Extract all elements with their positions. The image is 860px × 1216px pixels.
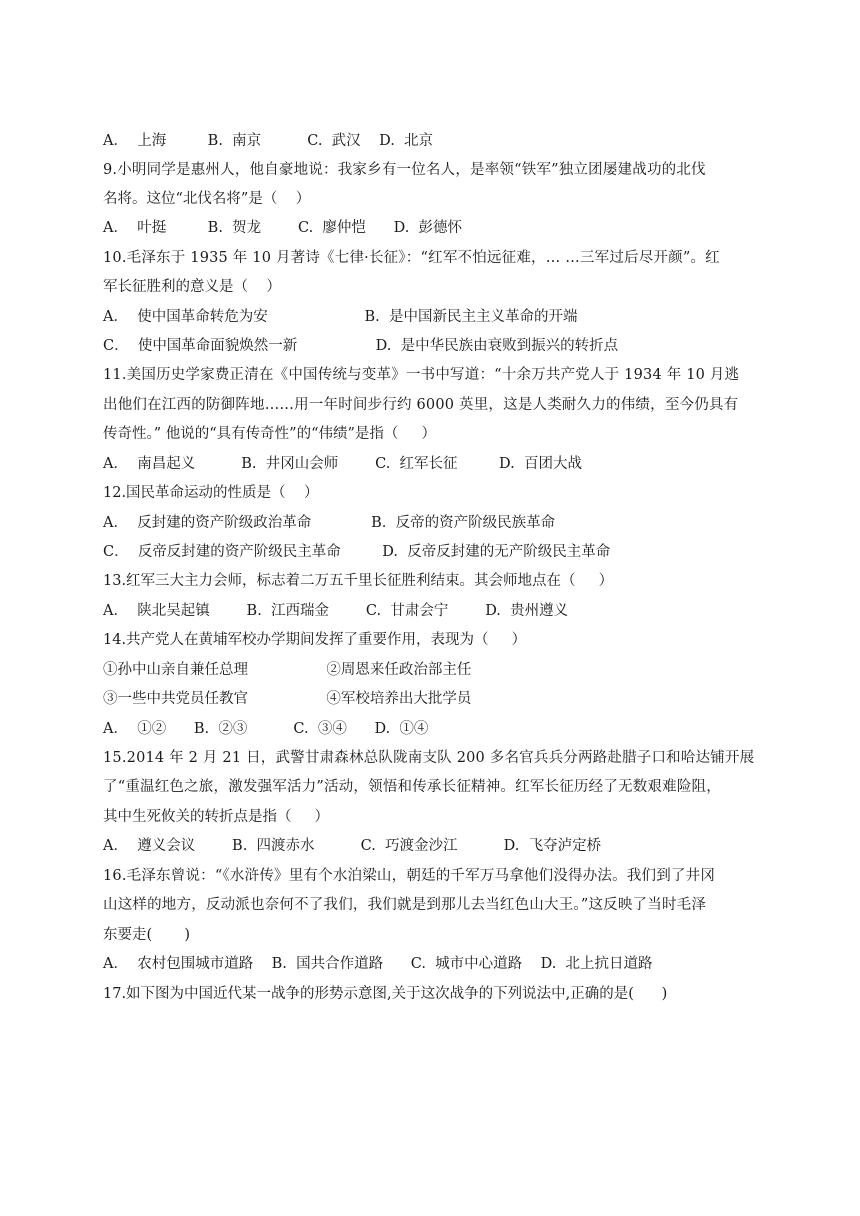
q9-stem-line-2: 名将。这位“北伐名将”是（ ） bbox=[103, 191, 311, 207]
q9-options: A． 叶挺 B. 贺龙 C. 廖仲恺 D. 彭德怀 bbox=[103, 220, 463, 236]
q15-stem-line-2: 了“重温红色之旅，激发强军活力”活动，领悟和传承长征精神。红军长征历经了无数艰难险阻， bbox=[103, 779, 721, 795]
q15-stem-line-3: 其中生死攸关的转折点是指（ ） bbox=[103, 809, 330, 825]
q10-stem-line-1: 10.毛泽东于 1935 年 10 月著诗《七律·长征》：“红军不怕远征难，… …三军过后尽开颜”。红 bbox=[103, 250, 720, 266]
q11-options: A． 南昌起义 B. 井冈山会师 C. 红军长征 D. 百团大战 bbox=[103, 456, 582, 472]
q11-stem-line-1: 11.美国历史学家费正清在《中国传统与变革》一书中写道：“十余万共产党人于 1934 年 10 月逃 bbox=[103, 367, 740, 383]
q16-stem-line-3: 东要走( ) bbox=[103, 927, 191, 943]
q14-items-12: ①孙中山亲自兼任总理 ②周恩来任政治部主任 bbox=[103, 662, 472, 678]
q12-options-cd: C． 反帝反封建的资产阶级民主革命 D. 反帝反封建的无产阶级民主革命 bbox=[103, 544, 611, 560]
q16-stem-line-2: 山这样的地方，反动派也奈何不了我们，我们就是到那儿去当红色山大王。”这反映了当时毛泽 bbox=[103, 897, 707, 913]
q11-stem-line-2: 出他们在江西的防御阵地……用一年时间步行约 6000 英里，这是人类耐久力的伟绩，至今仍具有 bbox=[103, 397, 739, 413]
q16-stem-line-1: 16.毛泽东曾说：“《水浒传》里有个水泊梁山，朝廷的千军万马拿他们没得办法。我们到了井冈 bbox=[103, 868, 716, 884]
q10-options-cd: C． 使中国革命面貌焕然一新 D. 是中华民族由衰败到振兴的转折点 bbox=[103, 338, 619, 354]
q15-options: A． 遵义会议 B. 四渡赤水 C. 巧渡金沙江 D. 飞夺泸定桥 bbox=[103, 838, 602, 854]
q17-stem: 17.如下图为中国近代某一战争的形势示意图,关于这次战争的下列说法中,正确的是( ) bbox=[103, 986, 668, 1002]
q10-stem-line-2: 军长征胜利的意义是（ ） bbox=[103, 279, 281, 295]
q12-options-ab: A． 反封建的资产阶级政治革命 B. 反帝的资产阶级民族革命 bbox=[103, 515, 556, 531]
q11-stem-line-3: 传奇性。” 他说的“具有传奇性”的“伟绩”是指（ ） bbox=[103, 426, 436, 442]
q15-stem-line-1: 15.2014 年 2 月 21 日，武警甘肃森林总队陇南支队 200 多名官兵兵分两路赴腊子口和哈达铺开展 bbox=[103, 750, 755, 766]
q10-options-ab: A． 使中国革命转危为安 B. 是中国新民主主义革命的开端 bbox=[103, 309, 578, 325]
q14-stem: 14.共产党人在黄埔军校办学期间发挥了重要作用，表现为（ ） bbox=[103, 632, 527, 648]
q13-options: A． 陕北吴起镇 B. 江西瑞金 C. 甘肃会宁 D. 贵州遵义 bbox=[103, 603, 569, 619]
q9-stem-line-1: 9.小明同学是惠州人，他自豪地说：我家乡有一位名人，是率领“铁军”独立团屡建战功的北伐 bbox=[103, 162, 706, 178]
q13-stem: 13.红军三大主力会师，标志着二万五千里长征胜利结束。其会师地点在（ ） bbox=[103, 573, 614, 589]
q14-options: A． ①② B. ②③ C. ③④ D. ①④ bbox=[103, 721, 429, 737]
q8-options: A． 上海 B. 南京 C. 武汉 D. 北京 bbox=[103, 133, 434, 149]
q14-items-34: ③一些中共党员任教官 ④军校培养出大批学员 bbox=[103, 691, 472, 707]
q12-stem: 12.国民革命运动的性质是（ ） bbox=[103, 485, 319, 501]
q16-options: A． 农村包围城市道路 B. 国共合作道路 C. 城市中心道路 D. 北上抗日道路 bbox=[103, 956, 653, 972]
